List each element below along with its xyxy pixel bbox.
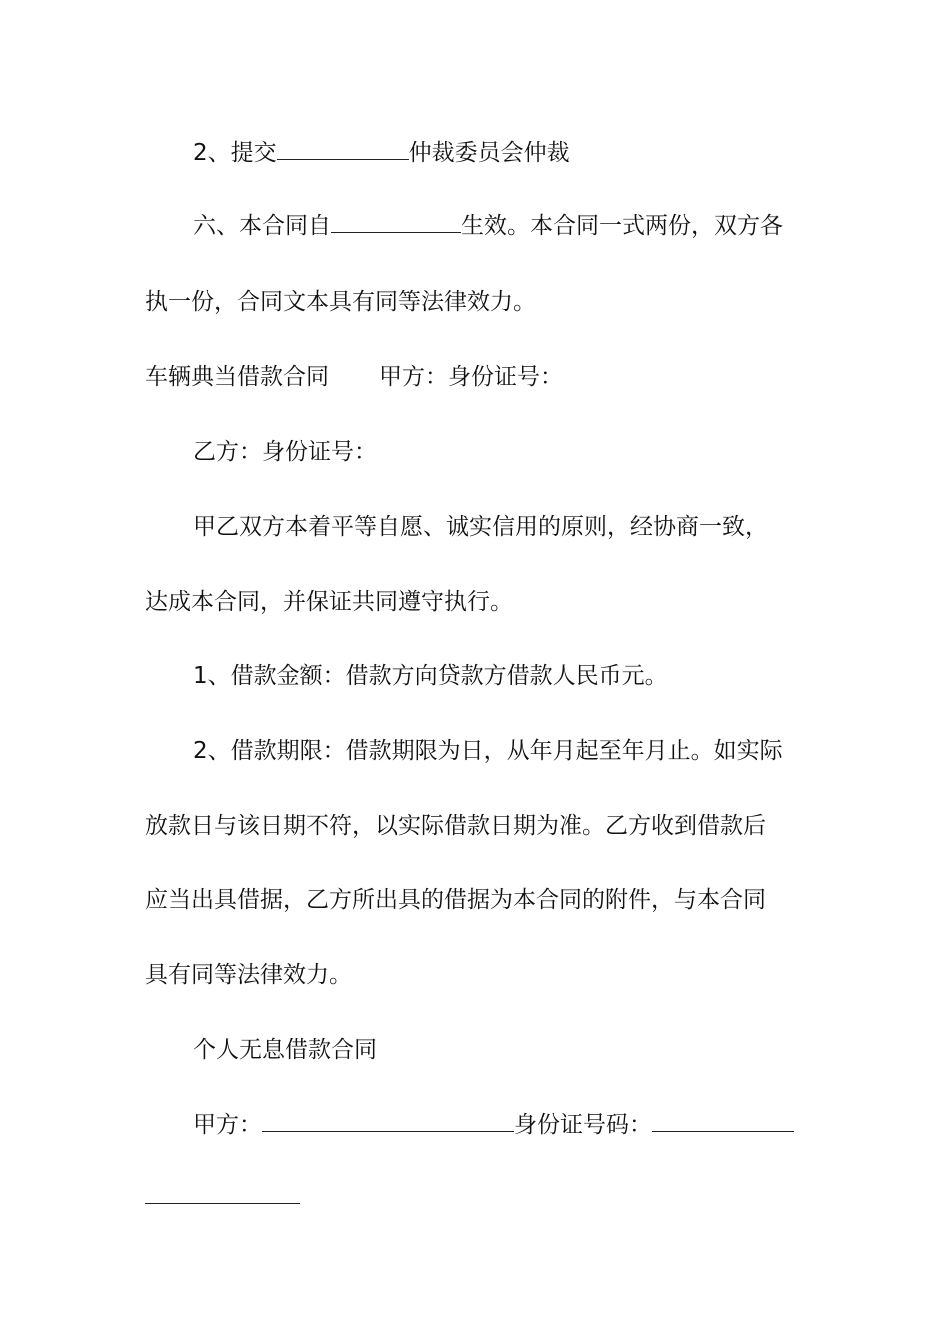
clause-effective bbox=[193, 211, 783, 241]
contract-header bbox=[145, 362, 563, 392]
paragraph-line: 甲乙双方本着平等自愿、诚实信用的原则，经协商一致， bbox=[193, 514, 768, 540]
blank-line bbox=[331, 212, 461, 233]
party-a-label: 甲方： bbox=[193, 1112, 262, 1138]
clause-text: 2、提交 bbox=[193, 140, 277, 166]
paragraph-line: 达成本合同，并保证共同遵守执行。 bbox=[145, 589, 513, 615]
clause-text: 生效。本合同一式两份，双方各 bbox=[461, 213, 783, 239]
contract-title: 车辆典当借款合同 bbox=[145, 364, 329, 390]
paragraph-line: 具有同等法律效力。 bbox=[145, 962, 352, 988]
party-a-line bbox=[193, 1110, 794, 1140]
clause-text: 仲裁委员会仲裁 bbox=[408, 140, 570, 166]
clause-arbitration bbox=[193, 138, 570, 168]
blank-line bbox=[262, 1111, 514, 1132]
contract-title: 个人无息借款合同 bbox=[193, 1037, 377, 1063]
clause-text: 六、本合同自 bbox=[193, 213, 331, 239]
blank-line bbox=[145, 1203, 300, 1204]
party-a-label: 甲方：身份证号： bbox=[379, 364, 563, 390]
blank-line bbox=[652, 1111, 794, 1132]
id-number-label: 身份证号码： bbox=[514, 1112, 652, 1138]
paragraph-line: 执一份，合同文本具有同等法律效力。 bbox=[145, 289, 536, 315]
paragraph-line: 放款日与该日期不符，以实际借款日期为准。乙方收到借款后 bbox=[145, 813, 766, 839]
party-b-label: 乙方：身份证号： bbox=[193, 439, 377, 465]
clause-term: 2、借款期限：借款期限为日，从年月起至年月止。如实际 bbox=[193, 738, 783, 764]
clause-amount: 1、借款金额：借款方向贷款方借款人民币元。 bbox=[193, 663, 668, 689]
paragraph-line: 应当出具借据，乙方所出具的借据为本合同的附件，与本合同 bbox=[145, 887, 766, 913]
blank-line bbox=[277, 139, 409, 160]
